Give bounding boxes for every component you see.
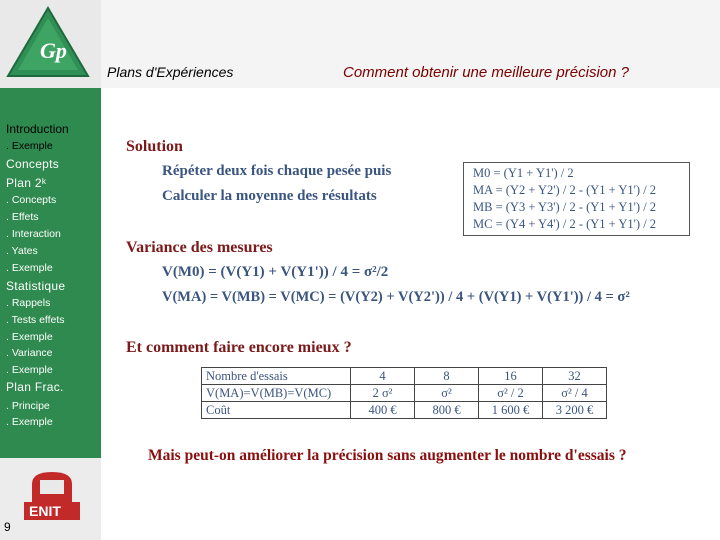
nav-item[interactable]: . Tests effets: [6, 314, 65, 326]
better-heading: Et comment faire encore mieux ?: [126, 339, 352, 356]
nav-item[interactable]: Plan Frac.: [6, 380, 64, 394]
nav-item[interactable]: Statistique: [6, 279, 66, 293]
table-cell: σ² / 4: [543, 385, 607, 402]
comparison-table: [201, 367, 607, 419]
nav-item[interactable]: . Variance: [6, 347, 53, 359]
variance-line-2: V(MA) = V(MB) = V(MC) = (V(Y2) + V(Y2')) / 4 + (V(Y1) + V(Y1')) / 4 = σ²: [162, 289, 630, 305]
course-title: Plans d'Expériences: [107, 64, 234, 80]
nav-item[interactable]: . Exemple: [6, 140, 53, 152]
row-label: Nombre d'essais: [202, 368, 351, 385]
gp-logo-icon: [6, 4, 96, 86]
variance-heading: Variance des mesures: [126, 239, 273, 256]
variance-line-1: V(M0) = (V(Y1) + V(Y1')) / 4 = σ²/2: [162, 264, 389, 280]
svg-text:ENIT: ENIT: [29, 503, 61, 519]
table-cell: 800 €: [415, 402, 479, 419]
enit-logo-icon: [22, 466, 82, 522]
solution-line-2: Calculer la moyenne des résultats: [162, 188, 377, 204]
table-row: [202, 402, 607, 419]
table-cell: 3 200 €: [543, 402, 607, 419]
nav-item[interactable]: . Interaction: [6, 228, 61, 240]
formula-box: [463, 162, 690, 236]
formula-mb: MB = (Y3 + Y3') / 2 - (Y1 + Y1') / 2: [473, 200, 657, 214]
table-row: [202, 385, 607, 402]
row-label: Coût: [202, 402, 351, 419]
row-label: V(MA)=V(MB)=V(MC): [202, 385, 351, 402]
svg-text:Gp: Gp: [40, 38, 67, 63]
nav-introduction[interactable]: Introduction: [6, 122, 69, 136]
nav-item[interactable]: . Exemple: [6, 331, 53, 343]
nav-item[interactable]: . Exemple: [6, 364, 53, 376]
table-row: [202, 368, 607, 385]
nav-item[interactable]: Concepts: [6, 157, 60, 171]
table-cell: 16: [479, 368, 543, 385]
nav-item[interactable]: Plan 2ᵏ: [6, 176, 47, 190]
page-number: 9: [4, 520, 11, 534]
table-cell: σ²: [415, 385, 479, 402]
logo-area: [0, 0, 101, 88]
table-cell: 1 600 €: [479, 402, 543, 419]
nav-item[interactable]: . Principe: [6, 400, 50, 412]
nav-item[interactable]: . Concepts: [6, 194, 57, 206]
nav-item[interactable]: . Rappels: [6, 297, 51, 309]
footer-logo-area: [0, 458, 101, 540]
nav-item[interactable]: . Effets: [6, 211, 39, 223]
table-cell: 4: [351, 368, 415, 385]
nav-item[interactable]: . Yates: [6, 245, 38, 257]
table-cell: 8: [415, 368, 479, 385]
closing-question: Mais peut-on améliorer la précision sans augmenter le nombre d'essais ?: [148, 447, 627, 464]
formula-ma: MA = (Y2 + Y2') / 2 - (Y1 + Y1') / 2: [473, 183, 657, 197]
table-cell: 32: [543, 368, 607, 385]
formula-m0: M0 = (Y1 + Y1') / 2: [473, 166, 574, 180]
slide-title: Comment obtenir une meilleure précision ?: [343, 64, 629, 81]
solution-line-1: Répéter deux fois chaque pesée puis: [162, 163, 392, 179]
nav-item[interactable]: . Exemple: [6, 416, 53, 428]
nav-item[interactable]: . Exemple: [6, 262, 53, 274]
table-cell: σ² / 2: [479, 385, 543, 402]
formula-mc: MC = (Y4 + Y4') / 2 - (Y1 + Y1') / 2: [473, 217, 657, 231]
table-cell: 2 σ²: [351, 385, 415, 402]
table-cell: 400 €: [351, 402, 415, 419]
solution-heading: Solution: [126, 138, 183, 155]
